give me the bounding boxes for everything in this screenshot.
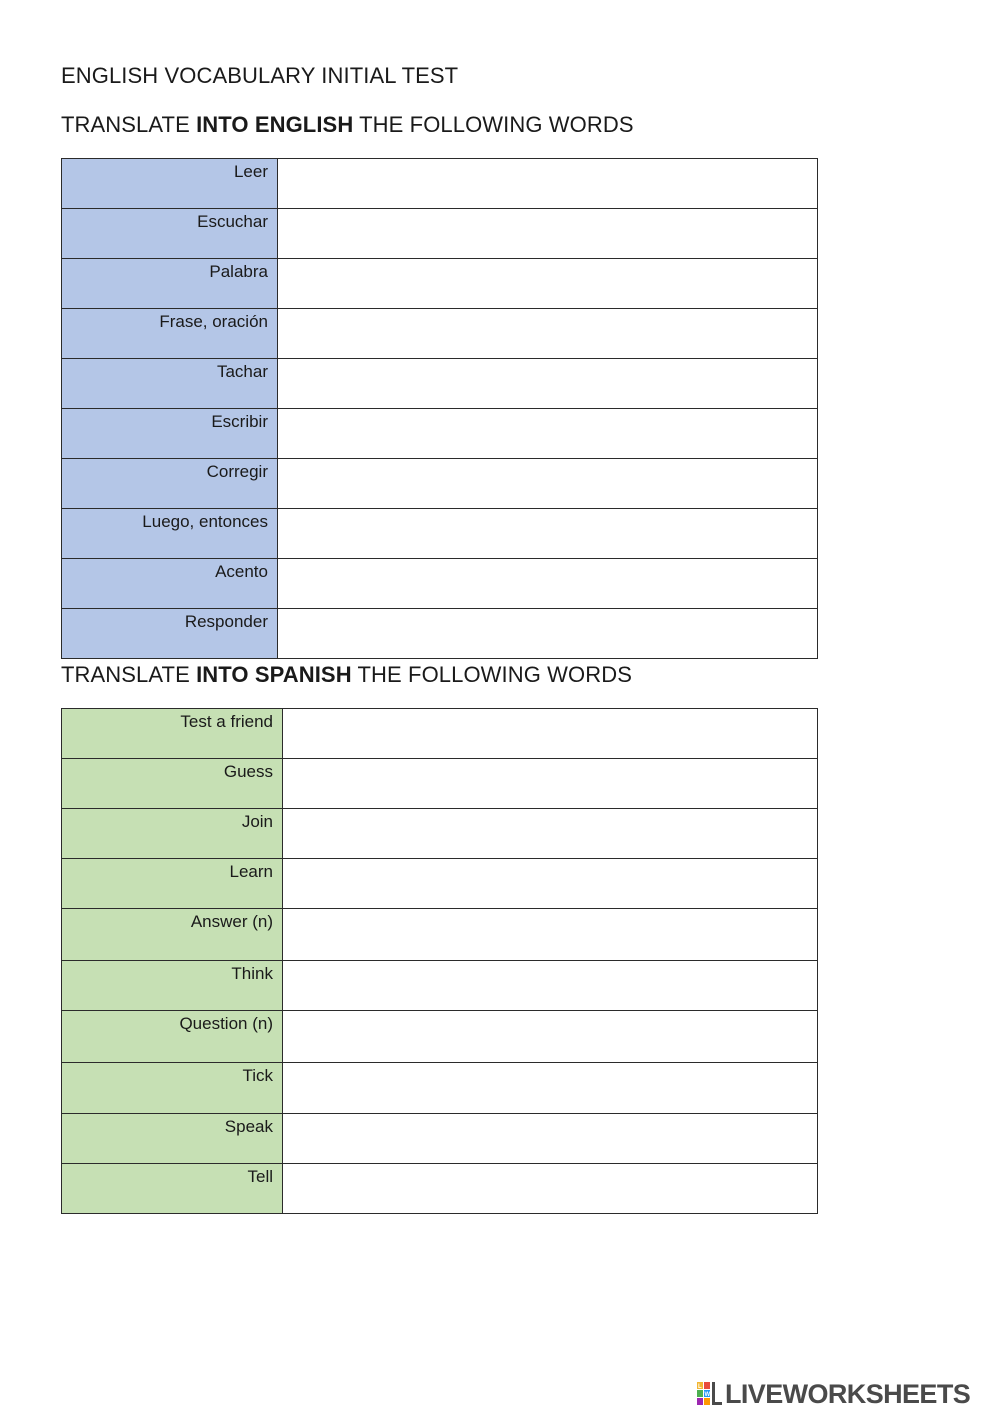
section-heading-into-spanish — [61, 662, 632, 688]
answer-input[interactable] — [278, 209, 817, 237]
heading-text-after: THE FOLLOWING WORDS — [353, 112, 634, 137]
vocab-word: Test a friend — [62, 709, 283, 759]
translate-into-spanish-rows — [62, 709, 818, 1214]
answer-input[interactable] — [283, 709, 817, 737]
vocab-row — [62, 159, 818, 209]
answer-input[interactable] — [278, 309, 817, 337]
translate-into-english-rows — [62, 159, 818, 659]
vocab-row — [62, 859, 818, 909]
logo-text-rest: IVEWORKSHEETS — [740, 1378, 971, 1409]
answer-input[interactable] — [283, 909, 817, 937]
translate-into-english-table — [61, 158, 818, 659]
vocab-word: Frase, oración — [62, 309, 278, 359]
logo-icon-letter-w: W — [704, 1392, 711, 1398]
answer-cell[interactable] — [283, 909, 818, 961]
vocab-word: Think — [62, 961, 283, 1011]
answer-cell[interactable] — [278, 509, 818, 559]
vocab-word: Escuchar — [62, 209, 278, 259]
answer-cell[interactable] — [278, 159, 818, 209]
page-title: ENGLISH VOCABULARY INITIAL TEST — [61, 63, 459, 88]
section-heading-into-english — [61, 112, 634, 138]
answer-input[interactable] — [278, 559, 817, 587]
liveworksheets-logo-text — [725, 1379, 970, 1410]
vocab-row — [62, 559, 818, 609]
answer-cell[interactable] — [283, 859, 818, 909]
answer-cell[interactable] — [278, 209, 818, 259]
answer-cell[interactable] — [278, 359, 818, 409]
vocab-row — [62, 709, 818, 759]
answer-input[interactable] — [283, 809, 817, 837]
vocab-word: Tell — [62, 1164, 283, 1214]
answer-input[interactable] — [283, 1114, 817, 1142]
answer-input[interactable] — [278, 509, 817, 537]
answer-cell[interactable] — [278, 309, 818, 359]
answer-input[interactable] — [278, 459, 817, 487]
vocab-word: Leer — [62, 159, 278, 209]
vocab-row — [62, 209, 818, 259]
heading-text-bold: INTO SPANISH — [196, 662, 352, 687]
heading-text-before: TRANSLATE — [61, 662, 197, 687]
vocab-row — [62, 1164, 818, 1214]
answer-cell[interactable] — [283, 961, 818, 1011]
answer-cell[interactable] — [283, 709, 818, 759]
answer-cell[interactable] — [278, 559, 818, 609]
vocab-word: Guess — [62, 759, 283, 809]
answer-cell[interactable] — [278, 409, 818, 459]
vocab-word: Palabra — [62, 259, 278, 309]
vocab-row — [62, 759, 818, 809]
heading-text-bold: INTO ENGLISH — [196, 112, 354, 137]
answer-cell[interactable] — [278, 459, 818, 509]
answer-cell[interactable] — [278, 609, 818, 659]
vocab-word: Corregir — [62, 459, 278, 509]
answer-cell[interactable] — [283, 1164, 818, 1214]
translate-into-spanish-table — [61, 708, 818, 1214]
vocab-row — [62, 309, 818, 359]
heading-text-before: TRANSLATE — [61, 112, 197, 137]
vocab-word: Acento — [62, 559, 278, 609]
answer-input[interactable] — [283, 1063, 817, 1091]
answer-cell[interactable] — [283, 759, 818, 809]
vocab-row — [62, 1063, 818, 1114]
logo-text-first: L — [725, 1378, 741, 1409]
answer-cell[interactable] — [283, 1114, 818, 1164]
answer-input[interactable] — [278, 609, 817, 637]
vocab-row — [62, 259, 818, 309]
logo-icon-letter-l: L — [698, 1384, 702, 1390]
answer-input[interactable] — [283, 1164, 817, 1192]
answer-cell[interactable] — [283, 1011, 818, 1063]
answer-input[interactable] — [278, 259, 817, 287]
vocab-word: Tachar — [62, 359, 278, 409]
heading-text-after: THE FOLLOWING WORDS — [351, 662, 632, 687]
vocab-word: Answer (n) — [62, 909, 283, 961]
vocab-word: Escribir — [62, 409, 278, 459]
vocab-word: Question (n) — [62, 1011, 283, 1063]
vocab-row — [62, 459, 818, 509]
answer-input[interactable] — [283, 859, 817, 887]
vocab-word: Tick — [62, 1063, 283, 1114]
vocab-row — [62, 809, 818, 859]
answer-input[interactable] — [278, 409, 817, 437]
vocab-row — [62, 1011, 818, 1063]
answer-cell[interactable] — [283, 809, 818, 859]
vocab-word: Join — [62, 809, 283, 859]
answer-input[interactable] — [278, 159, 817, 187]
answer-cell[interactable] — [278, 259, 818, 309]
vocab-row — [62, 909, 818, 961]
vocab-word: Responder — [62, 609, 278, 659]
vocab-word: Luego, entonces — [62, 509, 278, 559]
vocab-row — [62, 359, 818, 409]
liveworksheets-logo — [697, 1378, 970, 1410]
answer-input[interactable] — [283, 1011, 817, 1039]
liveworksheets-logo-icon — [697, 1382, 723, 1406]
answer-input[interactable] — [278, 359, 817, 387]
vocab-word: Learn — [62, 859, 283, 909]
vocab-row — [62, 1114, 818, 1164]
answer-cell[interactable] — [283, 1063, 818, 1114]
answer-input[interactable] — [283, 759, 817, 787]
answer-input[interactable] — [283, 961, 817, 989]
vocab-row — [62, 961, 818, 1011]
vocab-word: Speak — [62, 1114, 283, 1164]
vocab-row — [62, 609, 818, 659]
vocab-row — [62, 509, 818, 559]
vocab-row — [62, 409, 818, 459]
